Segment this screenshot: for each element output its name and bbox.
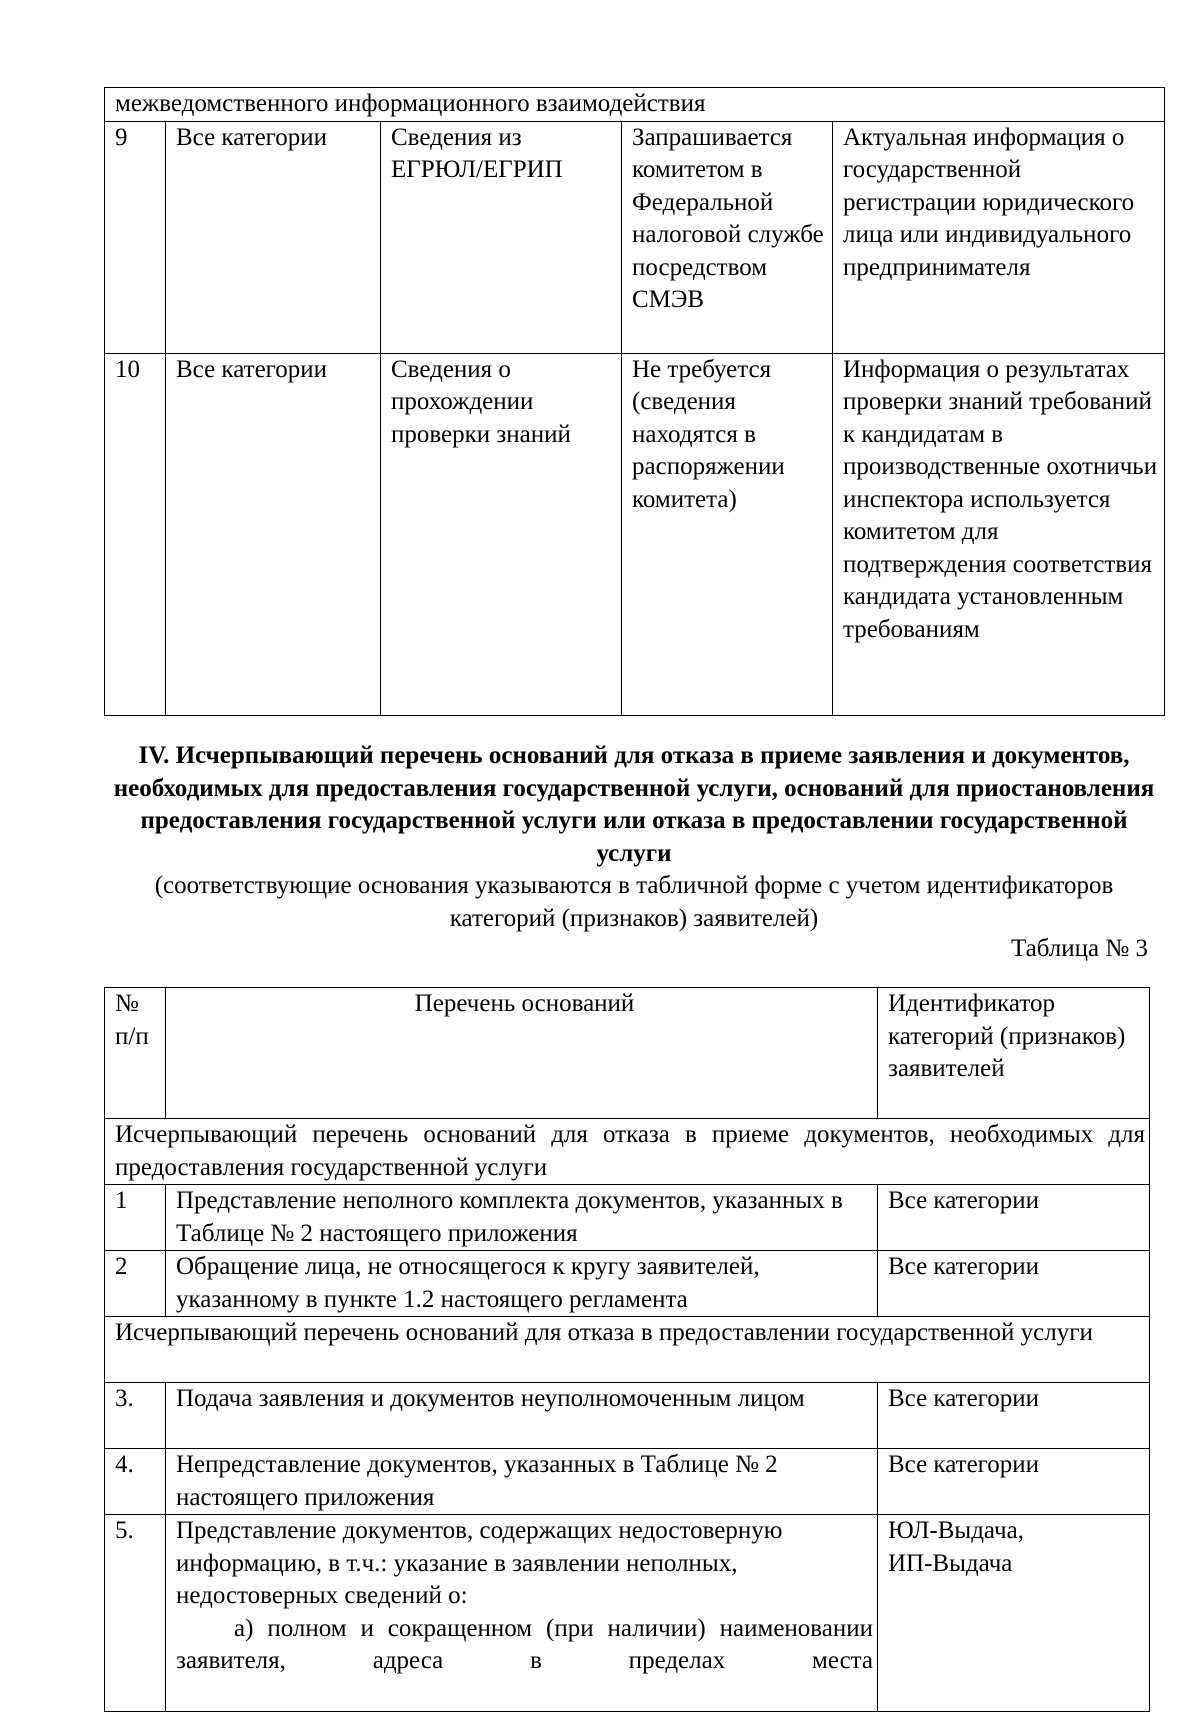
table-row (105, 1119, 1150, 1185)
span-row-text: межведомственного информационного взаимодействия (105, 88, 1165, 122)
row-ground: Представление неполного комплекта документов, указанных в Таблице № 2 настоящего приложения (166, 1185, 878, 1251)
section-heading (104, 740, 1164, 935)
table-label: Таблица № 3 (1010, 935, 1148, 962)
row-ground-text: Представление документов, содержащих недостоверную информацию, в т.ч.: указание в заявлении неполных, недостоверных сведений о: (176, 1517, 783, 1609)
row-number: 2 (105, 1251, 166, 1317)
header-grounds: Перечень оснований (166, 988, 878, 1119)
table-row (105, 1515, 1150, 1712)
row-ground: Подача заявления и документов неуполномоченным лицом (166, 1383, 878, 1449)
header-identifier: Идентификатор категорий (признаков) заявителей (878, 988, 1150, 1119)
section-subtitle: (соответствующие основания указываются в табличной форме с учетом идентификаторов категорий (признаков) заявителей) (154, 872, 1114, 932)
row-method: Не требуется (сведения находятся в распоряжении комитета) (622, 353, 833, 715)
table-row (105, 1449, 1150, 1515)
row-number: 1 (105, 1185, 166, 1251)
refusal-grounds-table (104, 987, 1150, 1712)
table-row (105, 1383, 1150, 1449)
row-category: Все категории (166, 353, 381, 715)
row-number: 10 (105, 353, 166, 715)
row-identifier: Все категории (878, 1251, 1150, 1317)
table-row (105, 1317, 1150, 1383)
row-identifier: Все категории (878, 1383, 1150, 1449)
row-info: Сведения о прохождении проверки знаний (381, 353, 622, 715)
row-description: Информация о результатах проверки знаний требований к кандидатам в производственные охотничьи инспектора используется комитетом для подтверждения соответствия кандидата установленным требованиям (833, 353, 1165, 715)
row-category: Все категории (166, 121, 381, 353)
row-info: Сведения из ЕГРЮЛ/ЕГРИП (381, 121, 622, 353)
row-identifier (878, 1515, 1150, 1712)
table-row (105, 1185, 1150, 1251)
group-title: Исчерпывающий перечень оснований для отказа в приеме документов, необходимых для предоставления государственной услуги (105, 1119, 1150, 1185)
row-number: 5. (105, 1515, 166, 1712)
row-number: 4. (105, 1449, 166, 1515)
header-num: № п/п (105, 988, 166, 1119)
section-title: IV. Исчерпывающий перечень оснований для отказа в приеме заявления и документов, необходимых для предоставления государственной услуги, оснований для приостановления предоставления государственной услуги или отказа в предоставлении государственной услуги (113, 742, 1155, 867)
row-identifier: Все категории (878, 1449, 1150, 1515)
row-method: Запрашивается комитетом в Федеральной налоговой службе посредством СМЭВ (622, 121, 833, 353)
row-identifier-line: ЮЛ-Выдача, (888, 1517, 1024, 1544)
row-identifier-line: ИП-Выдача (888, 1549, 1013, 1577)
table-row (105, 88, 1165, 122)
group-title: Исчерпывающий перечень оснований для отказа в предоставлении государственной услуги (105, 1317, 1150, 1383)
table-header-row (105, 988, 1150, 1119)
table-row (105, 1251, 1150, 1317)
row-ground: Обращение лица, не относящегося к кругу заявителей, указанному в пункте 1.2 настоящего регламента (166, 1251, 878, 1317)
table-row (105, 353, 1165, 715)
row-number: 3. (105, 1383, 166, 1449)
row-description: Актуальная информация о государственной регистрации юридического лица или индивидуального предпринимателя (833, 121, 1165, 353)
info-requests-table (104, 87, 1165, 716)
table-row (105, 121, 1165, 353)
row-ground: Непредставление документов, указанных в Таблице № 2 настоящего приложения (166, 1449, 878, 1515)
row-number: 9 (105, 121, 166, 353)
row-ground (166, 1515, 878, 1712)
row-ground-subitem: а) полном и сокращенном (при наличии) наименовании заявителя, адреса в пределах места (176, 1614, 873, 1674)
row-identifier: Все категории (878, 1185, 1150, 1251)
